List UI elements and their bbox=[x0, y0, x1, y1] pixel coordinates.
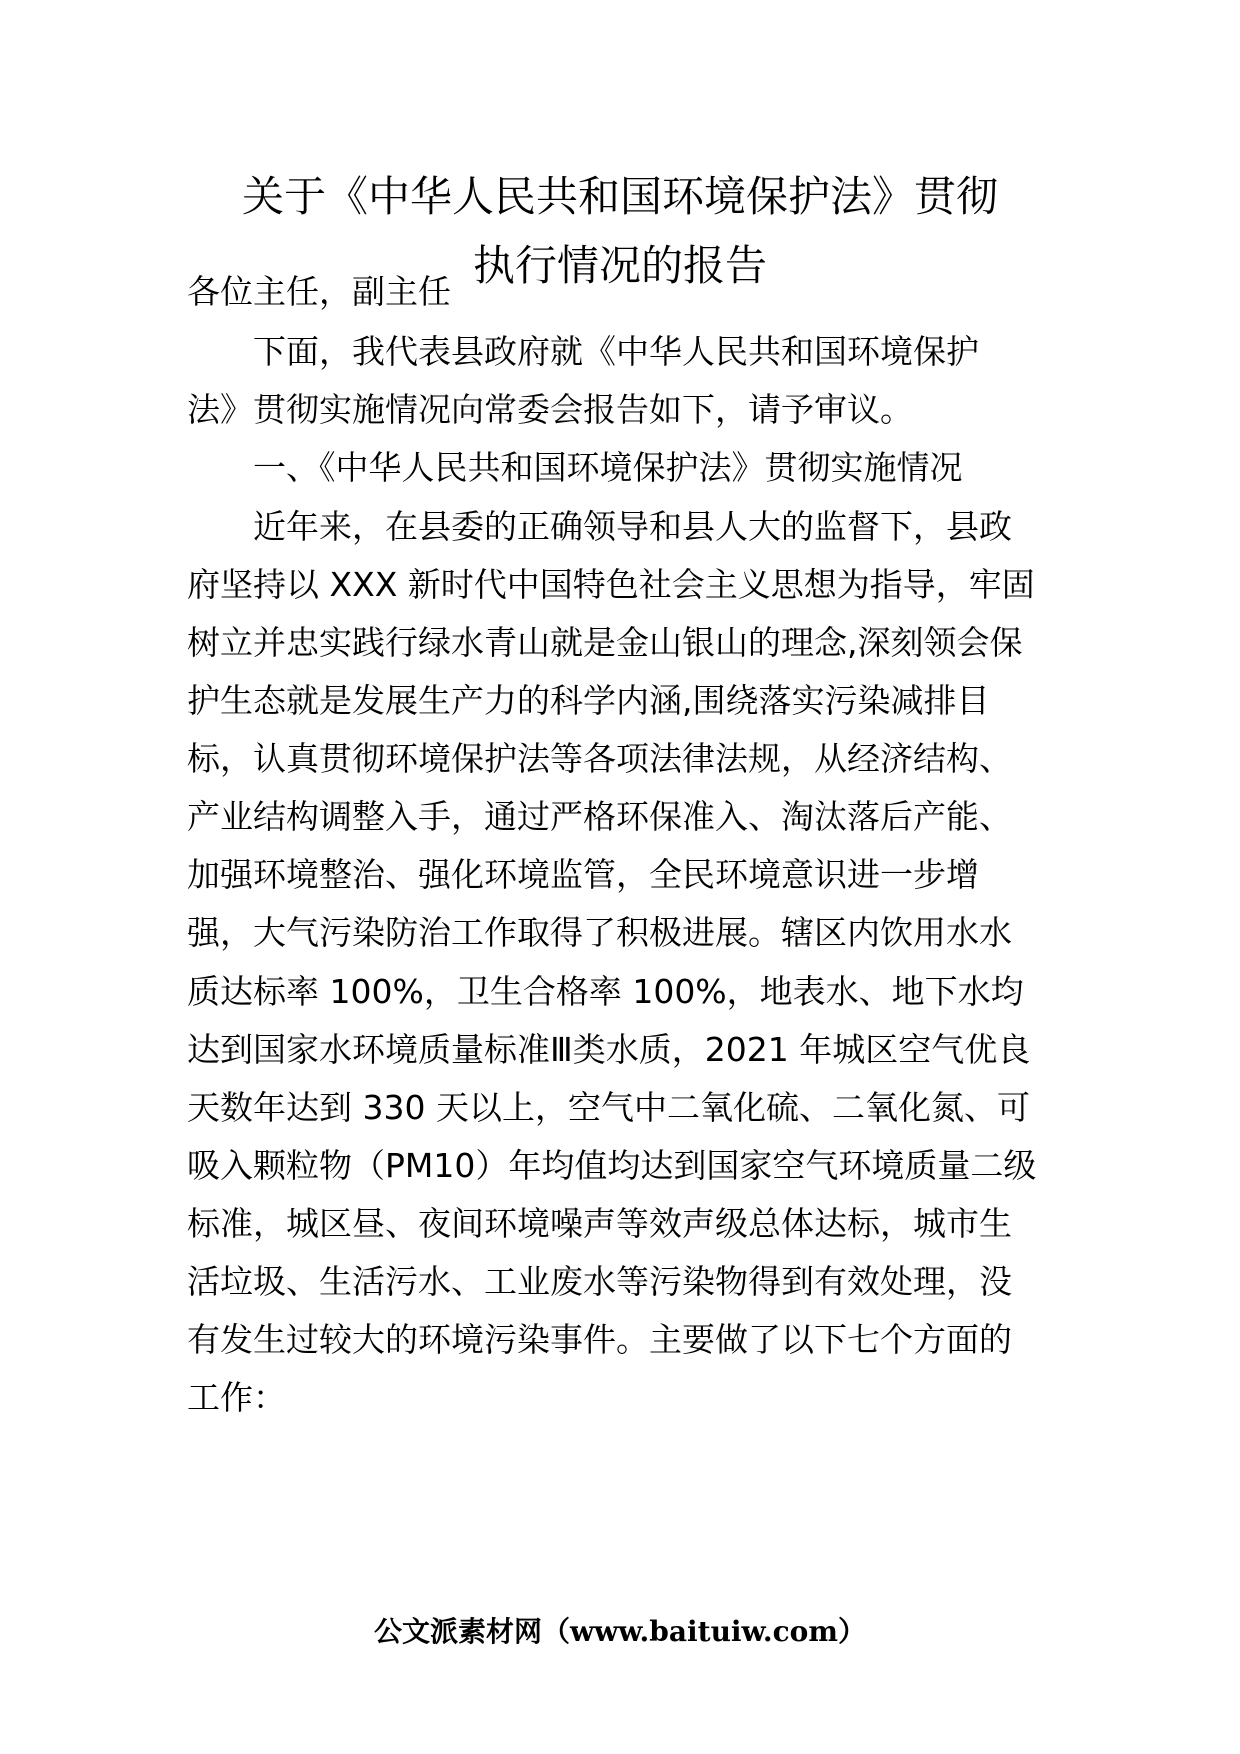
paragraph-2-line-7: 加强环境整治、强化环境监管，全民环境意识进一步增 bbox=[187, 855, 979, 894]
paragraph-2-line-10: 达到国家水环境质量标准Ⅲ类水质，2021 年城区空气优良 bbox=[187, 1030, 1031, 1069]
paragraph-2-line-3: 树立并忠实践行绿水青山就是金山银山的理念,深刻领会保 bbox=[187, 623, 1023, 662]
paragraph-1-line-2: 法》贯彻实施情况向常委会报告如下，请予审议。 bbox=[187, 390, 913, 429]
salutation: 各位主任，副主任 bbox=[187, 272, 451, 311]
paragraph-2-line-2: 府坚持以 XXX 新时代中国特色社会主义思想为指导，牢固 bbox=[187, 565, 1035, 604]
paragraph-2-line-15: 有发生过较大的环境污染事件。主要做了以下七个方面的 bbox=[187, 1320, 1012, 1359]
paragraph-2-line-5: 标，认真贯彻环境保护法等各项法律法规，从经济结构、 bbox=[187, 739, 1012, 778]
paragraph-2-line-11: 天数年达到 330 天以上，空气中二氧化硫、二氧化氮、可 bbox=[187, 1088, 1030, 1127]
paragraph-2-line-12: 吸入颗粒物（PM10）年均值均达到国家空气环境质量二级 bbox=[187, 1146, 1037, 1185]
paragraph-2-line-4: 护生态就是发展生产力的科学内涵,围绕落实污染减排目 bbox=[187, 681, 990, 720]
paragraph-2-line-6: 产业结构调整入手，通过严格环保准入、淘汰落后产能、 bbox=[187, 797, 1012, 836]
paragraph-2-line-1: 近年来，在县委的正确领导和县人大的监督下，县政 bbox=[253, 507, 1012, 546]
document-title-line-1: 关于《中华人民共和国环境保护法》贯彻 bbox=[241, 172, 998, 221]
footer-watermark: 公文派素材网（www.baituiw.com） bbox=[374, 1615, 866, 1648]
paragraph-2-line-13: 标准，城区昼、夜间环境噪声等效声级总体达标，城市生 bbox=[187, 1204, 1012, 1243]
document-title-line-2: 执行情况的报告 bbox=[472, 241, 767, 290]
paragraph-2-line-9: 质达标率 100%，卫生合格率 100%，地表水、地下水均 bbox=[187, 972, 1024, 1011]
paragraph-2-line-14: 活垃圾、生活污水、工业废水等污染物得到有效处理，没 bbox=[187, 1262, 1012, 1301]
paragraph-2-line-8: 强，大气污染防治工作取得了积极进展。辖区内饮用水水 bbox=[187, 913, 1012, 952]
paragraph-1-line-1: 下面，我代表县政府就《中华人民共和国环境保护 bbox=[253, 332, 979, 371]
paragraph-2-line-16: 工作： bbox=[187, 1378, 286, 1417]
section-heading-1: 一、《中华人民共和国环境保护法》贯彻实施情况 bbox=[253, 448, 963, 487]
